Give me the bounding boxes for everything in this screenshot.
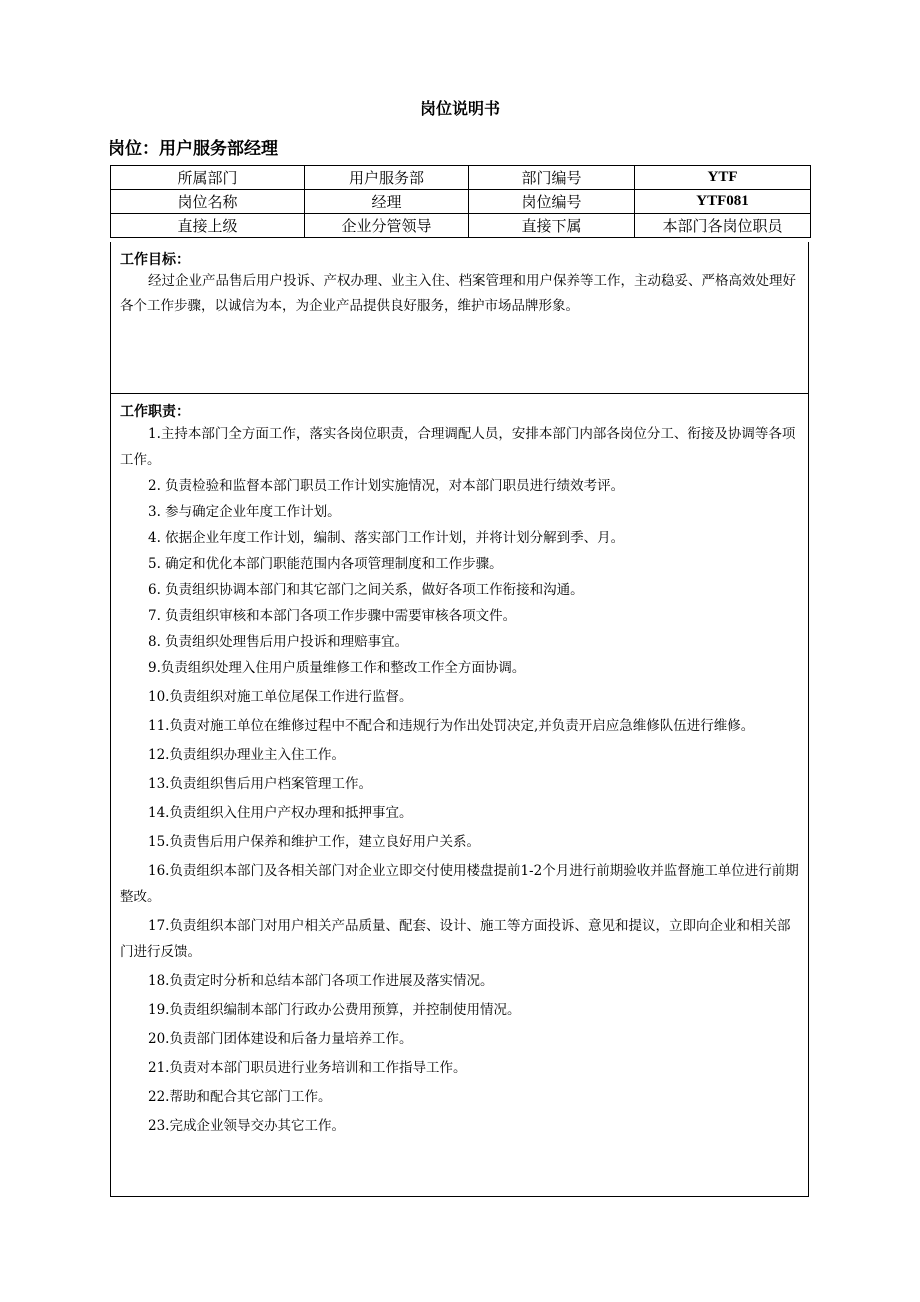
list-item: 9.负责组织处理入住用户质量维修工作和整改工作全方面协调。: [148, 660, 526, 676]
table-cell-value: YTF081: [635, 190, 811, 214]
table-cell-label: 直接下属: [469, 214, 635, 238]
table-cell-label: 部门编号: [469, 166, 635, 190]
table-cell-value: 用户服务部: [305, 166, 469, 190]
list-item: 6. 负责组织协调本部门和其它部门之间关系，做好各项工作衔接和沟通。: [148, 582, 584, 598]
table-row: [111, 190, 811, 214]
table-cell-label: 直接上级: [111, 214, 305, 238]
table-cell-value: 本部门各岗位职员: [635, 214, 811, 238]
work-duties-heading: 工作职责：: [120, 404, 190, 420]
table-row: [111, 214, 811, 238]
list-item: 1.主持本部门全方面工作，落实各岗位职责，合理调配人员，安排本部门内部各岗位分工、衔接及协调等各项工作。: [120, 426, 796, 468]
table-cell-label: 所属部门: [111, 166, 305, 190]
work-goal-heading: 工作目标：: [120, 252, 190, 268]
table-cell-value: YTF: [635, 166, 811, 190]
list-item: 16.负责组织本部门及各相关部门对企业立即交付使用楼盘提前1-2个月进行前期验收并监督施工单位进行前期整改。: [120, 863, 799, 905]
list-item: 23.完成企业领导交办其它工作。: [148, 1118, 345, 1134]
list-item: 14.负责组织入住用户产权办理和抵押事宜。: [148, 805, 413, 821]
list-item: 21.负责对本部门职员进行业务培训和工作指导工作。: [148, 1060, 467, 1076]
position-info-table: [110, 165, 811, 238]
list-item: 19.负责组织编制本部门行政办公费用预算，并控制使用情况。: [148, 1002, 521, 1018]
work-goal-section: [110, 242, 809, 394]
table-row: [111, 166, 811, 190]
document-title: 岗位说明书: [419, 99, 500, 118]
list-item: 13.负责组织售后用户档案管理工作。: [148, 776, 372, 792]
list-item: 12.负责组织办理业主入住工作。: [148, 747, 345, 763]
list-item: 18.负责定时分析和总结本部门各项工作进展及落实情况。: [148, 973, 494, 989]
list-item: 20.负责部门团体建设和后备力量培养工作。: [148, 1031, 413, 1047]
list-item: 2. 负责检验和监督本部门职员工作计划实施情况，对本部门职员进行绩效考评。: [148, 478, 625, 494]
work-goal-text: 经过企业产品售后用户投诉、产权办理、业主入住、档案管理和用户保养等工作，主动稳妥、严格高效处理好各个工作步骤，以诚信为本，为企业产品提供良好服务，维护市场品牌形象。: [120, 273, 796, 314]
list-item: 15.负责售后用户保养和维护工作，建立良好用户关系。: [148, 834, 480, 850]
table-cell-value: 企业分管领导: [305, 214, 469, 238]
table-cell-label: 岗位名称: [111, 190, 305, 214]
duty-list: [111, 421, 808, 1139]
list-item: 17.负责组织本部门对用户相关产品质量、配套、设计、施工等方面投诉、意见和提议，立即向企业和相关部门进行反馈。: [120, 918, 791, 960]
table-cell-label: 岗位编号: [469, 190, 635, 214]
list-item: 4. 依据企业年度工作计划，编制、落实部门工作计划，并将计划分解到季、月。: [148, 530, 625, 546]
table-cell-value: 经理: [305, 190, 469, 214]
list-item: 22.帮助和配合其它部门工作。: [148, 1089, 332, 1105]
post-heading: 岗位：用户服务部经理: [108, 139, 278, 159]
list-item: 5. 确定和优化本部门职能范围内各项管理制度和工作步骤。: [148, 556, 503, 572]
list-item: 8. 负责组织处理售后用户投诉和理赔事宜。: [148, 634, 409, 650]
list-item: 3. 参与确定企业年度工作计划。: [148, 504, 341, 520]
list-item: 10.负责组织对施工单位尾保工作进行监督。: [148, 689, 413, 705]
list-item: 11.负责对施工单位在维修过程中不配合和违规行为作出处罚决定,并负责开启应急维修队伍进行维修。: [148, 718, 755, 734]
work-duties-section: [110, 393, 809, 1197]
list-item: 7. 负责组织审核和本部门各项工作步骤中需要审核各项文件。: [148, 608, 517, 624]
